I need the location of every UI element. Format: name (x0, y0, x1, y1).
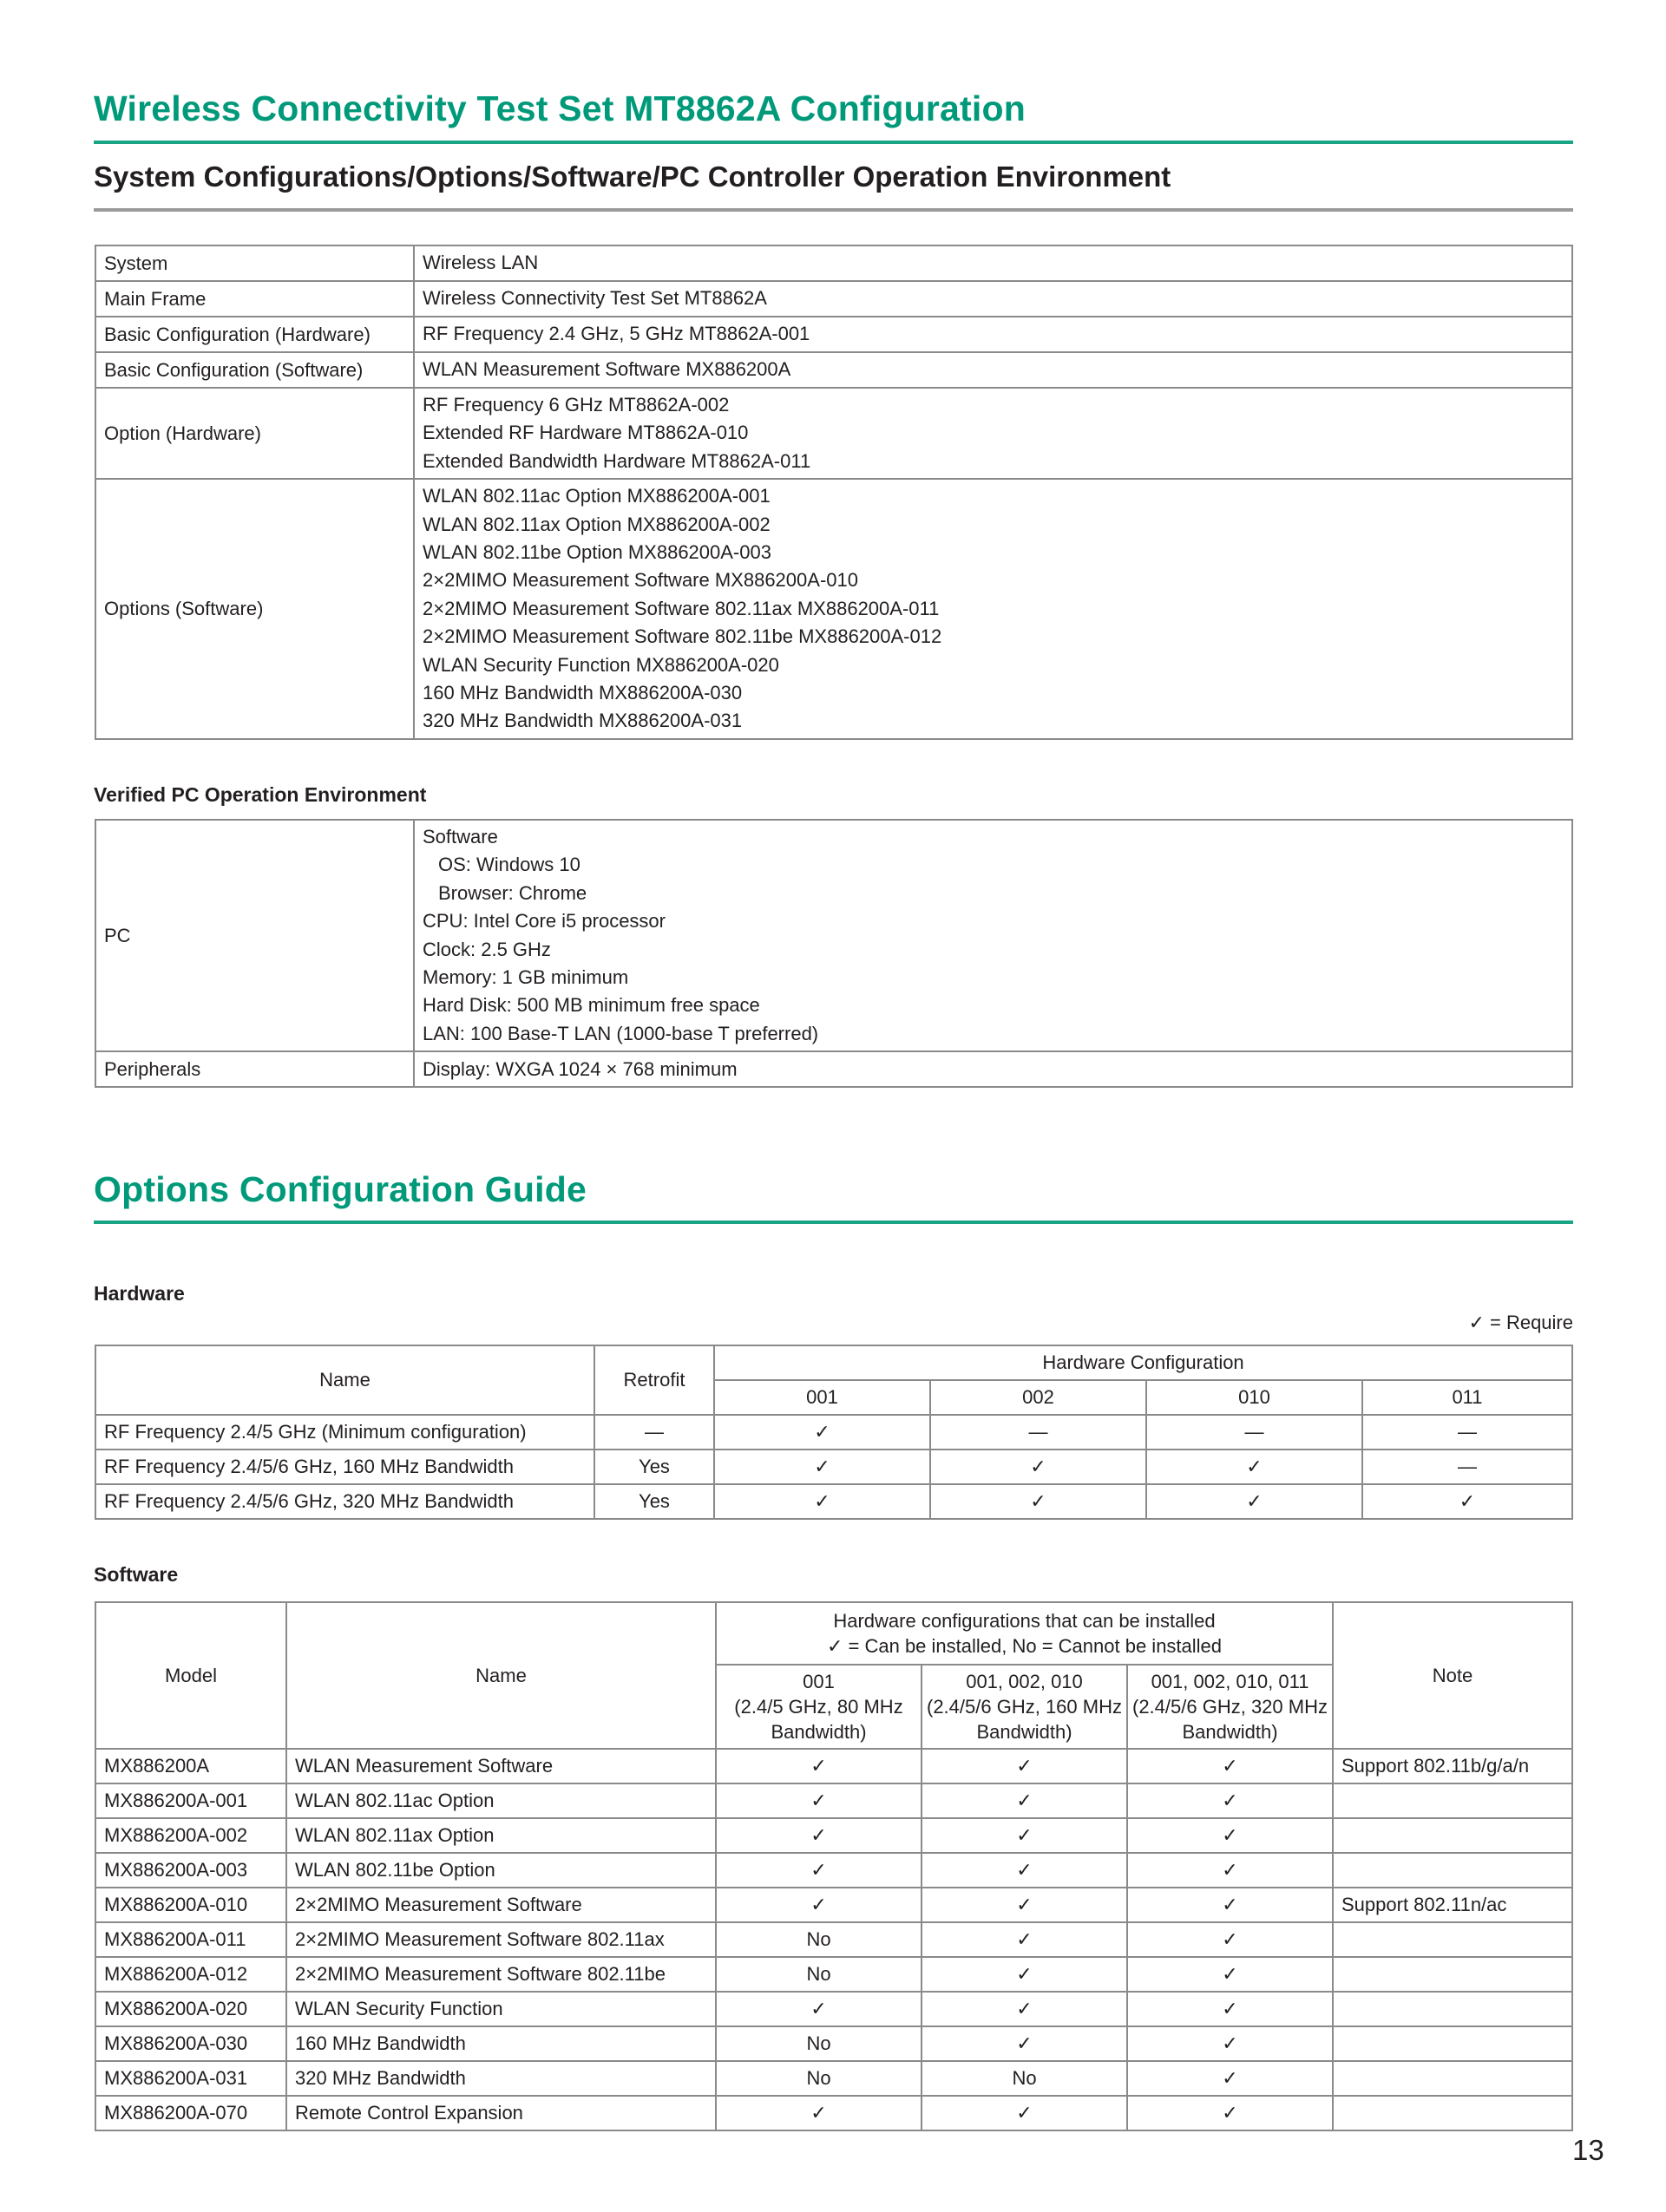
check-icon: ✓ (714, 1415, 930, 1450)
sw-cell: No (922, 2061, 1127, 2096)
options-guide-title: Options Configuration Guide (94, 1169, 587, 1209)
row-value: Wireless LAN (423, 252, 539, 274)
row-value: Browser: Chrome (438, 881, 587, 904)
hw-header-name: Name (95, 1345, 594, 1415)
check-icon: ✓ (1127, 2026, 1333, 2061)
check-icon: ✓ (1127, 1992, 1333, 2026)
sw-config-header-line: Bandwidth) (771, 1721, 867, 1743)
sw-config-header-line: 001, 002, 010 (966, 1671, 1083, 1692)
hardware-heading: Hardware (94, 1282, 185, 1305)
check-icon: ✓ (716, 1749, 922, 1783)
check-icon: ✓ (1127, 1922, 1333, 1957)
check-icon: ✓ (716, 2096, 922, 2130)
row-value: OS: Windows 10 (438, 854, 580, 876)
check-icon: ✓ (1127, 1853, 1333, 1888)
table-row (95, 1450, 1572, 1484)
hw-cell: — (1362, 1450, 1572, 1484)
row-value: Wireless Connectivity Test Set MT8862A (423, 287, 767, 310)
sw-name: 160 MHz Bandwidth (286, 2026, 716, 2061)
table-row (95, 245, 1572, 281)
sw-note (1333, 1853, 1572, 1888)
sw-cell: No (716, 1922, 922, 1957)
row-key: Option (Hardware) (95, 388, 414, 479)
row-value-cell (414, 388, 1572, 479)
row-value: Memory: 1 GB minimum (423, 966, 629, 989)
title-rule (94, 141, 1573, 144)
table-row (95, 1957, 1572, 1992)
hardware-options-table (95, 1345, 1573, 1520)
row-key: Basic Configuration (Hardware) (95, 317, 414, 352)
row-value: WLAN 802.11ac Option MX886200A-001 (423, 485, 771, 507)
table-row (95, 1749, 1572, 1783)
check-icon: ✓ (922, 1853, 1127, 1888)
table-row (95, 2026, 1572, 2061)
row-key: Options (Software) (95, 479, 414, 739)
check-icon: ✓ (716, 1783, 922, 1818)
check-icon: ✓ (1146, 1484, 1362, 1519)
row-value: WLAN 802.11ax Option MX886200A-002 (423, 513, 771, 535)
row-key: Main Frame (95, 281, 414, 317)
sw-name: 2×2MIMO Measurement Software 802.11ax (286, 1922, 716, 1957)
sw-name: 2×2MIMO Measurement Software 802.11be (286, 1957, 716, 1992)
row-value: Clock: 2.5 GHz (423, 938, 551, 960)
check-icon: ✓ (922, 2026, 1127, 2061)
page-number: 13 (1572, 2134, 1604, 2166)
check-icon: ✓ (1127, 1783, 1333, 1818)
hw-config-header: 002 (930, 1380, 1146, 1415)
hw-retrofit: Yes (594, 1450, 714, 1484)
sw-config-header-line: (2.4/5/6 GHz, 160 MHz (927, 1696, 1122, 1718)
sw-model: MX886200A-001 (95, 1783, 286, 1818)
sw-config-header-line: (2.4/5 GHz, 80 MHz (734, 1696, 903, 1718)
sw-note: Support 802.11n/ac (1333, 1888, 1572, 1922)
check-icon: ✓ (922, 1783, 1127, 1818)
hw-header-retrofit: Retrofit (594, 1345, 714, 1415)
table-row (95, 479, 1572, 739)
pc-environment-table (95, 819, 1573, 1088)
sw-note (1333, 1783, 1572, 1818)
sw-note (1333, 2026, 1572, 2061)
options-guide-rule (94, 1221, 1573, 1224)
check-icon: ✓ (922, 1888, 1127, 1922)
pc-env-heading: Verified PC Operation Environment (94, 783, 427, 806)
software-options-table (95, 1601, 1573, 2131)
row-value: 2×2MIMO Measurement Software MX886200A-010 (423, 569, 858, 592)
row-value: 320 MHz Bandwidth MX886200A-031 (423, 710, 743, 732)
table-row (95, 1853, 1572, 1888)
row-key: Peripherals (95, 1051, 414, 1087)
row-value: Software (423, 826, 498, 847)
check-icon: ✓ (930, 1450, 1146, 1484)
sw-model: MX886200A-012 (95, 1957, 286, 1992)
check-icon: ✓ (1127, 2061, 1333, 2096)
hw-config-header: 011 (1362, 1380, 1572, 1415)
hw-name: RF Frequency 2.4/5/6 GHz, 160 MHz Bandwidth (95, 1450, 594, 1484)
row-value-cell (414, 281, 1572, 317)
row-key: Basic Configuration (Software) (95, 352, 414, 388)
hw-retrofit: — (594, 1415, 714, 1450)
sw-config-header-line: 001, 002, 010, 011 (1151, 1671, 1309, 1692)
sw-model: MX886200A-003 (95, 1853, 286, 1888)
system-configuration-table (95, 245, 1573, 740)
check-icon: ✓ (716, 1853, 922, 1888)
row-value: RF Frequency 6 GHz MT8862A-002 (423, 394, 730, 416)
sw-cell: No (716, 2061, 922, 2096)
table-row (95, 2096, 1572, 2130)
hw-cell: — (930, 1415, 1146, 1450)
row-key: System (95, 245, 414, 281)
sw-name: WLAN Security Function (286, 1992, 716, 2026)
sw-config-header (922, 1665, 1127, 1749)
sw-header-note: Note (1333, 1602, 1572, 1749)
check-icon: ✓ (1127, 1749, 1333, 1783)
sw-model: MX886200A-002 (95, 1818, 286, 1853)
sw-note (1333, 1922, 1572, 1957)
page-title: Wireless Connectivity Test Set MT8862A Configuration (94, 88, 1026, 128)
check-icon: ✓ (922, 1922, 1127, 1957)
row-value: Extended Bandwidth Hardware MT8862A-011 (423, 449, 811, 472)
sw-header-group-line2: ✓ = Can be installed, No = Cannot be installed (826, 1635, 1223, 1657)
row-value-cell (414, 479, 1572, 739)
row-value: LAN: 100 Base-T LAN (1000-base T preferred) (423, 1022, 819, 1044)
sw-name: WLAN 802.11ax Option (286, 1818, 716, 1853)
row-value: WLAN Measurement Software MX886200A (423, 358, 791, 381)
sw-model: MX886200A-030 (95, 2026, 286, 2061)
sw-header-model: Model (95, 1602, 286, 1749)
check-icon: ✓ (716, 1818, 922, 1853)
sw-model: MX886200A-011 (95, 1922, 286, 1957)
hw-config-header: 001 (714, 1380, 930, 1415)
table-row (95, 1415, 1572, 1450)
table-row (95, 820, 1572, 1051)
row-value-cell (414, 820, 1572, 1051)
hw-cell: — (1362, 1415, 1572, 1450)
sw-cell: No (716, 1957, 922, 1992)
table-row (95, 388, 1572, 479)
sw-header-group (716, 1602, 1333, 1665)
table-row (95, 1922, 1572, 1957)
table-row (95, 1992, 1572, 2026)
sw-note (1333, 2096, 1572, 2130)
table-row (95, 1484, 1572, 1519)
table-row (95, 281, 1572, 317)
check-icon: ✓ (716, 1992, 922, 2026)
row-value: Display: WXGA 1024 × 768 minimum (423, 1057, 738, 1080)
require-legend: ✓ = Require (1468, 1312, 1573, 1333)
row-value: Hard Disk: 500 MB minimum free space (423, 994, 760, 1017)
check-icon: ✓ (922, 2096, 1127, 2130)
row-value: RF Frequency 2.4 GHz, 5 GHz MT8862A-001 (423, 323, 810, 345)
sw-header-name: Name (286, 1602, 716, 1749)
check-icon: ✓ (922, 1957, 1127, 1992)
table-row (95, 317, 1572, 352)
row-value: WLAN Security Function MX886200A-020 (423, 653, 779, 676)
sw-note (1333, 1957, 1572, 1992)
row-value: 2×2MIMO Measurement Software 802.11be MX886200A-012 (423, 625, 942, 648)
table-row (95, 1818, 1572, 1853)
row-value-cell (414, 1051, 1572, 1087)
sw-config-header (716, 1665, 922, 1749)
sw-config-header (1127, 1665, 1333, 1749)
sw-note (1333, 1818, 1572, 1853)
sw-note (1333, 1992, 1572, 2026)
sw-name: 320 MHz Bandwidth (286, 2061, 716, 2096)
table-row (95, 1888, 1572, 1922)
check-icon: ✓ (1127, 1888, 1333, 1922)
check-icon: ✓ (922, 1818, 1127, 1853)
table-row (95, 352, 1572, 388)
check-icon: ✓ (922, 1992, 1127, 2026)
check-icon: ✓ (1362, 1484, 1572, 1519)
sw-name: WLAN 802.11be Option (286, 1853, 716, 1888)
check-icon: ✓ (714, 1450, 930, 1484)
sw-header-group-line1: Hardware configurations that can be installed (833, 1610, 1216, 1632)
sw-note (1333, 2061, 1572, 2096)
sw-model: MX886200A-020 (95, 1992, 286, 2026)
check-icon: ✓ (1146, 1450, 1362, 1484)
sw-config-header-line: (2.4/5/6 GHz, 320 MHz (1132, 1696, 1328, 1718)
row-value: Extended RF Hardware MT8862A-010 (423, 422, 749, 444)
subtitle-rule (94, 208, 1573, 212)
row-value-cell (414, 317, 1572, 352)
sw-model: MX886200A (95, 1749, 286, 1783)
section-subtitle: System Configurations/Options/Software/PC Controller Operation Environment (94, 160, 1171, 193)
sw-cell: No (716, 2026, 922, 2061)
sw-note: Support 802.11b/g/a/n (1333, 1749, 1572, 1783)
check-icon: ✓ (714, 1484, 930, 1519)
sw-config-header-line: Bandwidth) (976, 1721, 1072, 1743)
table-row (95, 1783, 1572, 1818)
row-value: 160 MHz Bandwidth MX886200A-030 (423, 682, 743, 704)
sw-config-header-line: Bandwidth) (1182, 1721, 1278, 1743)
row-value: WLAN 802.11be Option MX886200A-003 (423, 541, 771, 564)
sw-model: MX886200A-070 (95, 2096, 286, 2130)
check-icon: ✓ (716, 1888, 922, 1922)
check-icon: ✓ (1127, 1957, 1333, 1992)
check-icon: ✓ (1127, 1818, 1333, 1853)
table-row (95, 2061, 1572, 2096)
sw-name: WLAN 802.11ac Option (286, 1783, 716, 1818)
hw-cell: — (1146, 1415, 1362, 1450)
hw-config-header: 010 (1146, 1380, 1362, 1415)
hw-name: RF Frequency 2.4/5 GHz (Minimum configuration) (95, 1415, 594, 1450)
row-value: CPU: Intel Core i5 processor (423, 910, 666, 933)
check-icon: ✓ (930, 1484, 1146, 1519)
sw-name: 2×2MIMO Measurement Software (286, 1888, 716, 1922)
software-heading: Software (94, 1563, 179, 1586)
sw-config-header-line: 001 (803, 1671, 835, 1692)
hw-name: RF Frequency 2.4/5/6 GHz, 320 MHz Bandwidth (95, 1484, 594, 1519)
table-row (95, 1051, 1572, 1087)
sw-model: MX886200A-010 (95, 1888, 286, 1922)
row-value-cell (414, 352, 1572, 388)
check-icon: ✓ (1127, 2096, 1333, 2130)
row-value: 2×2MIMO Measurement Software 802.11ax MX886200A-011 (423, 597, 940, 619)
check-icon: ✓ (922, 1749, 1127, 1783)
hw-retrofit: Yes (594, 1484, 714, 1519)
sw-model: MX886200A-031 (95, 2061, 286, 2096)
sw-name: WLAN Measurement Software (286, 1749, 716, 1783)
sw-name: Remote Control Expansion (286, 2096, 716, 2130)
hw-header-group: Hardware Configuration (714, 1345, 1572, 1380)
row-key: PC (95, 820, 414, 1051)
row-value-cell (414, 245, 1572, 281)
